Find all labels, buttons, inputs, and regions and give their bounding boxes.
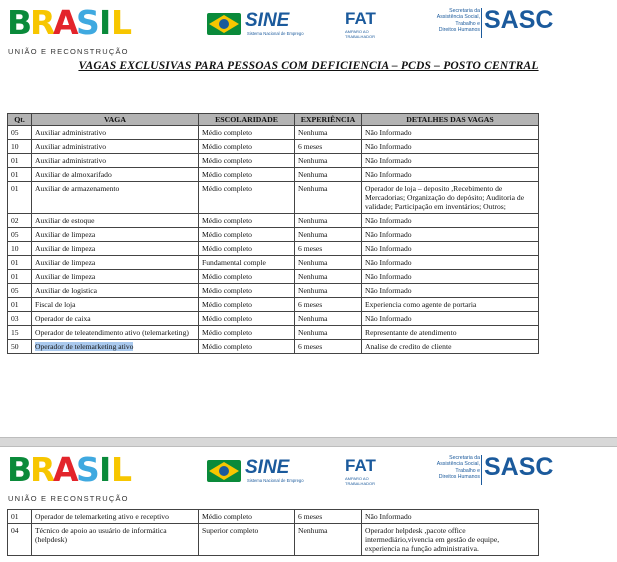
fat-subtitle: AMPARO AO TRABALHADOR [345, 29, 376, 39]
table-row [8, 270, 539, 284]
cell-experiencia: Nenhuma [295, 182, 362, 214]
table-row [8, 326, 539, 340]
cell-vaga [32, 340, 199, 354]
page-header [0, 447, 617, 505]
cell-vaga: Auxiliar de almoxarifado [32, 168, 199, 182]
cell-detalhes: Não Informado [362, 284, 539, 298]
cell-escolaridade: Médio completo [199, 168, 295, 182]
cell-detalhes: Não Informado [362, 154, 539, 168]
brasil-letter-b: B [7, 450, 32, 489]
table-row [8, 340, 539, 354]
brasil-logo [7, 3, 139, 46]
cell-qt: 01 [8, 256, 32, 270]
vagas-table [7, 113, 539, 354]
cell-experiencia: Nenhuma [295, 326, 362, 340]
fat-wordmark: FAT [345, 9, 376, 28]
cell-detalhes: Não Informado [362, 140, 539, 154]
table-row [8, 312, 539, 326]
table-row [8, 242, 539, 256]
cell-qt: 50 [8, 340, 32, 354]
cell-escolaridade: Médio completo [199, 126, 295, 140]
cell-escolaridade: Médio completo [199, 312, 295, 326]
cell-experiencia: Nenhuma [295, 168, 362, 182]
cell-vaga: Operador de teleatendimento ativo (telemarketing) [32, 326, 199, 340]
fat-logo [345, 457, 385, 485]
cell-escolaridade: Médio completo [199, 298, 295, 312]
cell-escolaridade: Médio completo [199, 140, 295, 154]
cell-escolaridade: Médio completo [199, 270, 295, 284]
fat-subtitle: AMPARO AO TRABALHADOR [345, 476, 376, 486]
brasil-letter-r: R [30, 3, 55, 42]
cell-qt: 01 [8, 168, 32, 182]
cell-experiencia: 6 meses [295, 298, 362, 312]
cell-detalhes: Operador helpdesk ,pacote office intermediário,vivencia em gestão de equipe, experiencia na função administrativa. [362, 524, 539, 556]
brasil-logo [7, 450, 139, 493]
cell-escolaridade: Médio completo [199, 242, 295, 256]
table-header-row [8, 114, 539, 126]
cell-experiencia: Nenhuma [295, 270, 362, 284]
cell-detalhes: Não Informado [362, 242, 539, 256]
secretaria-line: Trabalho e [455, 467, 480, 474]
brasil-letter-r: R [30, 450, 55, 489]
cell-experiencia: Nenhuma [295, 256, 362, 270]
cell-vaga: Auxiliar de limpeza [32, 270, 199, 284]
cell-escolaridade: Fundamental comple [199, 256, 295, 270]
cell-qt: 01 [8, 298, 32, 312]
brasil-letter-s: S [76, 450, 99, 489]
secretaria-line: Assistência Social, [436, 461, 480, 468]
cell-detalhes: Analise de credito de cliente [362, 340, 539, 354]
header-qt: Qt. [8, 114, 32, 126]
table-row [8, 182, 539, 214]
table-row [8, 284, 539, 298]
sine-subtitle: Sistema Nacional de Emprego [247, 31, 304, 36]
cell-experiencia: Nenhuma [295, 284, 362, 298]
cell-qt: 15 [8, 326, 32, 340]
cell-qt: 01 [8, 510, 32, 524]
table-row [8, 140, 539, 154]
cell-experiencia: Nenhuma [295, 228, 362, 242]
document-title: VAGAS EXCLUSIVAS PARA PESSOAS COM DEFICIENCIA – PCDS – POSTO CENTRAL [78, 60, 539, 72]
cell-vaga: Técnico de apoio ao usuário de informática (helpdesk) [32, 524, 199, 556]
header-vaga: VAGA [32, 114, 199, 126]
table-row [8, 510, 539, 524]
secretaria-line: Trabalho e [455, 20, 480, 27]
cell-experiencia: 6 meses [295, 242, 362, 256]
cell-vaga: Auxiliar administrativo [32, 126, 199, 140]
brasil-letter-i: I [99, 3, 111, 42]
cell-qt: 10 [8, 242, 32, 256]
vagas-table-continued [7, 509, 539, 556]
table-row [8, 298, 539, 312]
table-row [8, 256, 539, 270]
cell-experiencia: Nenhuma [295, 154, 362, 168]
sine-wordmark: SINE [245, 457, 290, 478]
brasil-letter-a: A [53, 450, 78, 489]
cell-vaga: Auxiliar de estoque [32, 214, 199, 228]
secretaria-text [418, 455, 480, 480]
page-header [0, 0, 617, 58]
secretaria-line: Secretaria da [449, 455, 480, 461]
cell-escolaridade: Médio completo [199, 326, 295, 340]
cell-experiencia: Nenhuma [295, 524, 362, 556]
cell-experiencia: 6 meses [295, 510, 362, 524]
cell-experiencia: 6 meses [295, 340, 362, 354]
brazil-flag-icon [207, 460, 241, 482]
cell-qt: 05 [8, 284, 32, 298]
cell-escolaridade: Médio completo [199, 510, 295, 524]
cell-experiencia: Nenhuma [295, 214, 362, 228]
table-row [8, 524, 539, 556]
cell-qt: 05 [8, 126, 32, 140]
brasil-letter-a: A [53, 3, 78, 42]
cell-qt: 01 [8, 154, 32, 168]
cell-qt: 03 [8, 312, 32, 326]
table-row [8, 126, 539, 140]
cell-escolaridade: Médio completo [199, 154, 295, 168]
secretaria-text [418, 8, 480, 33]
sine-wordmark: SINE [245, 10, 290, 31]
secretaria-line: Direitos Humanos [438, 26, 480, 33]
cell-detalhes: Não Informado [362, 256, 539, 270]
cell-detalhes: Não Informado [362, 126, 539, 140]
cell-qt: 01 [8, 270, 32, 284]
cell-detalhes: Operador de loja – deposito ,Recebimento de Mercadorias; Organização do depósito; Auditoria de validade; Participação em inventários; Outros; [362, 182, 539, 214]
brazil-flag-icon [207, 13, 241, 35]
cell-qt: 02 [8, 214, 32, 228]
secretaria-line: Secretaria da [449, 8, 480, 14]
page-separator [0, 437, 617, 447]
sine-subtitle: Sistema Nacional de Emprego [247, 478, 304, 483]
sine-logo [207, 457, 315, 483]
header-escolaridade: ESCOLARIDADE [199, 114, 295, 126]
table-row [8, 168, 539, 182]
sasc-logo: SASC [484, 6, 554, 34]
secretaria-divider [481, 455, 482, 485]
table-row [8, 154, 539, 168]
secretaria-line: Assistência Social, [436, 14, 480, 21]
cell-experiencia: Nenhuma [295, 126, 362, 140]
sine-logo [207, 10, 315, 36]
cell-vaga: Auxiliar de logistica [32, 284, 199, 298]
cell-detalhes: Representante de atendimento [362, 326, 539, 340]
cell-vaga: Auxiliar de armazenamento [32, 182, 199, 214]
cell-experiencia: Nenhuma [295, 312, 362, 326]
brasil-tagline: UNIÃO E RECONSTRUÇÃO [8, 47, 129, 56]
secretaria-line: Direitos Humanos [438, 473, 480, 480]
table-row [8, 228, 539, 242]
sasc-logo: SASC [484, 453, 554, 481]
cell-qt: 01 [8, 182, 32, 214]
brasil-tagline: UNIÃO E RECONSTRUÇÃO [8, 494, 129, 503]
cell-vaga: Operador de telemarketing ativo e receptivo [32, 510, 199, 524]
secretaria-divider [481, 8, 482, 38]
cell-vaga: Auxiliar de limpeza [32, 228, 199, 242]
brasil-letter-l: L [111, 3, 132, 42]
cell-detalhes: Não Informado [362, 214, 539, 228]
cell-escolaridade: Médio completo [199, 182, 295, 214]
cell-detalhes: Não Informado [362, 312, 539, 326]
brasil-letter-b: B [7, 3, 32, 42]
cell-detalhes: Não Informado [362, 168, 539, 182]
cell-detalhes: Experiencia como agente de portaria [362, 298, 539, 312]
cell-vaga: Auxiliar de limpeza [32, 242, 199, 256]
cell-vaga: Auxiliar administrativo [32, 140, 199, 154]
header-experiencia: EXPERIÊNCIA [295, 114, 362, 126]
cell-escolaridade: Médio completo [199, 228, 295, 242]
cell-detalhes: Não Informado [362, 228, 539, 242]
cell-detalhes: Não Informado [362, 270, 539, 284]
cell-vaga: Fiscal de loja [32, 298, 199, 312]
brasil-letter-l: L [111, 450, 132, 489]
header-detalhes: DETALHES DAS VAGAS [362, 114, 539, 126]
cell-vaga: Operador de caixa [32, 312, 199, 326]
cell-vaga: Auxiliar de limpeza [32, 256, 199, 270]
cell-vaga: Auxiliar administrativo [32, 154, 199, 168]
cell-qt: 05 [8, 228, 32, 242]
brasil-letter-s: S [76, 3, 99, 42]
table-row [8, 214, 539, 228]
cell-detalhes: Não Informado [362, 510, 539, 524]
document-page-2 [0, 447, 617, 562]
fat-wordmark: FAT [345, 456, 376, 475]
cell-qt: 04 [8, 524, 32, 556]
cell-escolaridade: Médio completo [199, 284, 295, 298]
cell-qt: 10 [8, 140, 32, 154]
selected-text-highlight[interactable]: Operador de telemarketing ativo [35, 342, 134, 351]
cell-escolaridade: Superior completo [199, 524, 295, 556]
cell-escolaridade: Médio completo [199, 340, 295, 354]
cell-escolaridade: Médio completo [199, 214, 295, 228]
brasil-letter-i: I [99, 450, 111, 489]
fat-logo [345, 10, 385, 38]
cell-experiencia: 6 meses [295, 140, 362, 154]
